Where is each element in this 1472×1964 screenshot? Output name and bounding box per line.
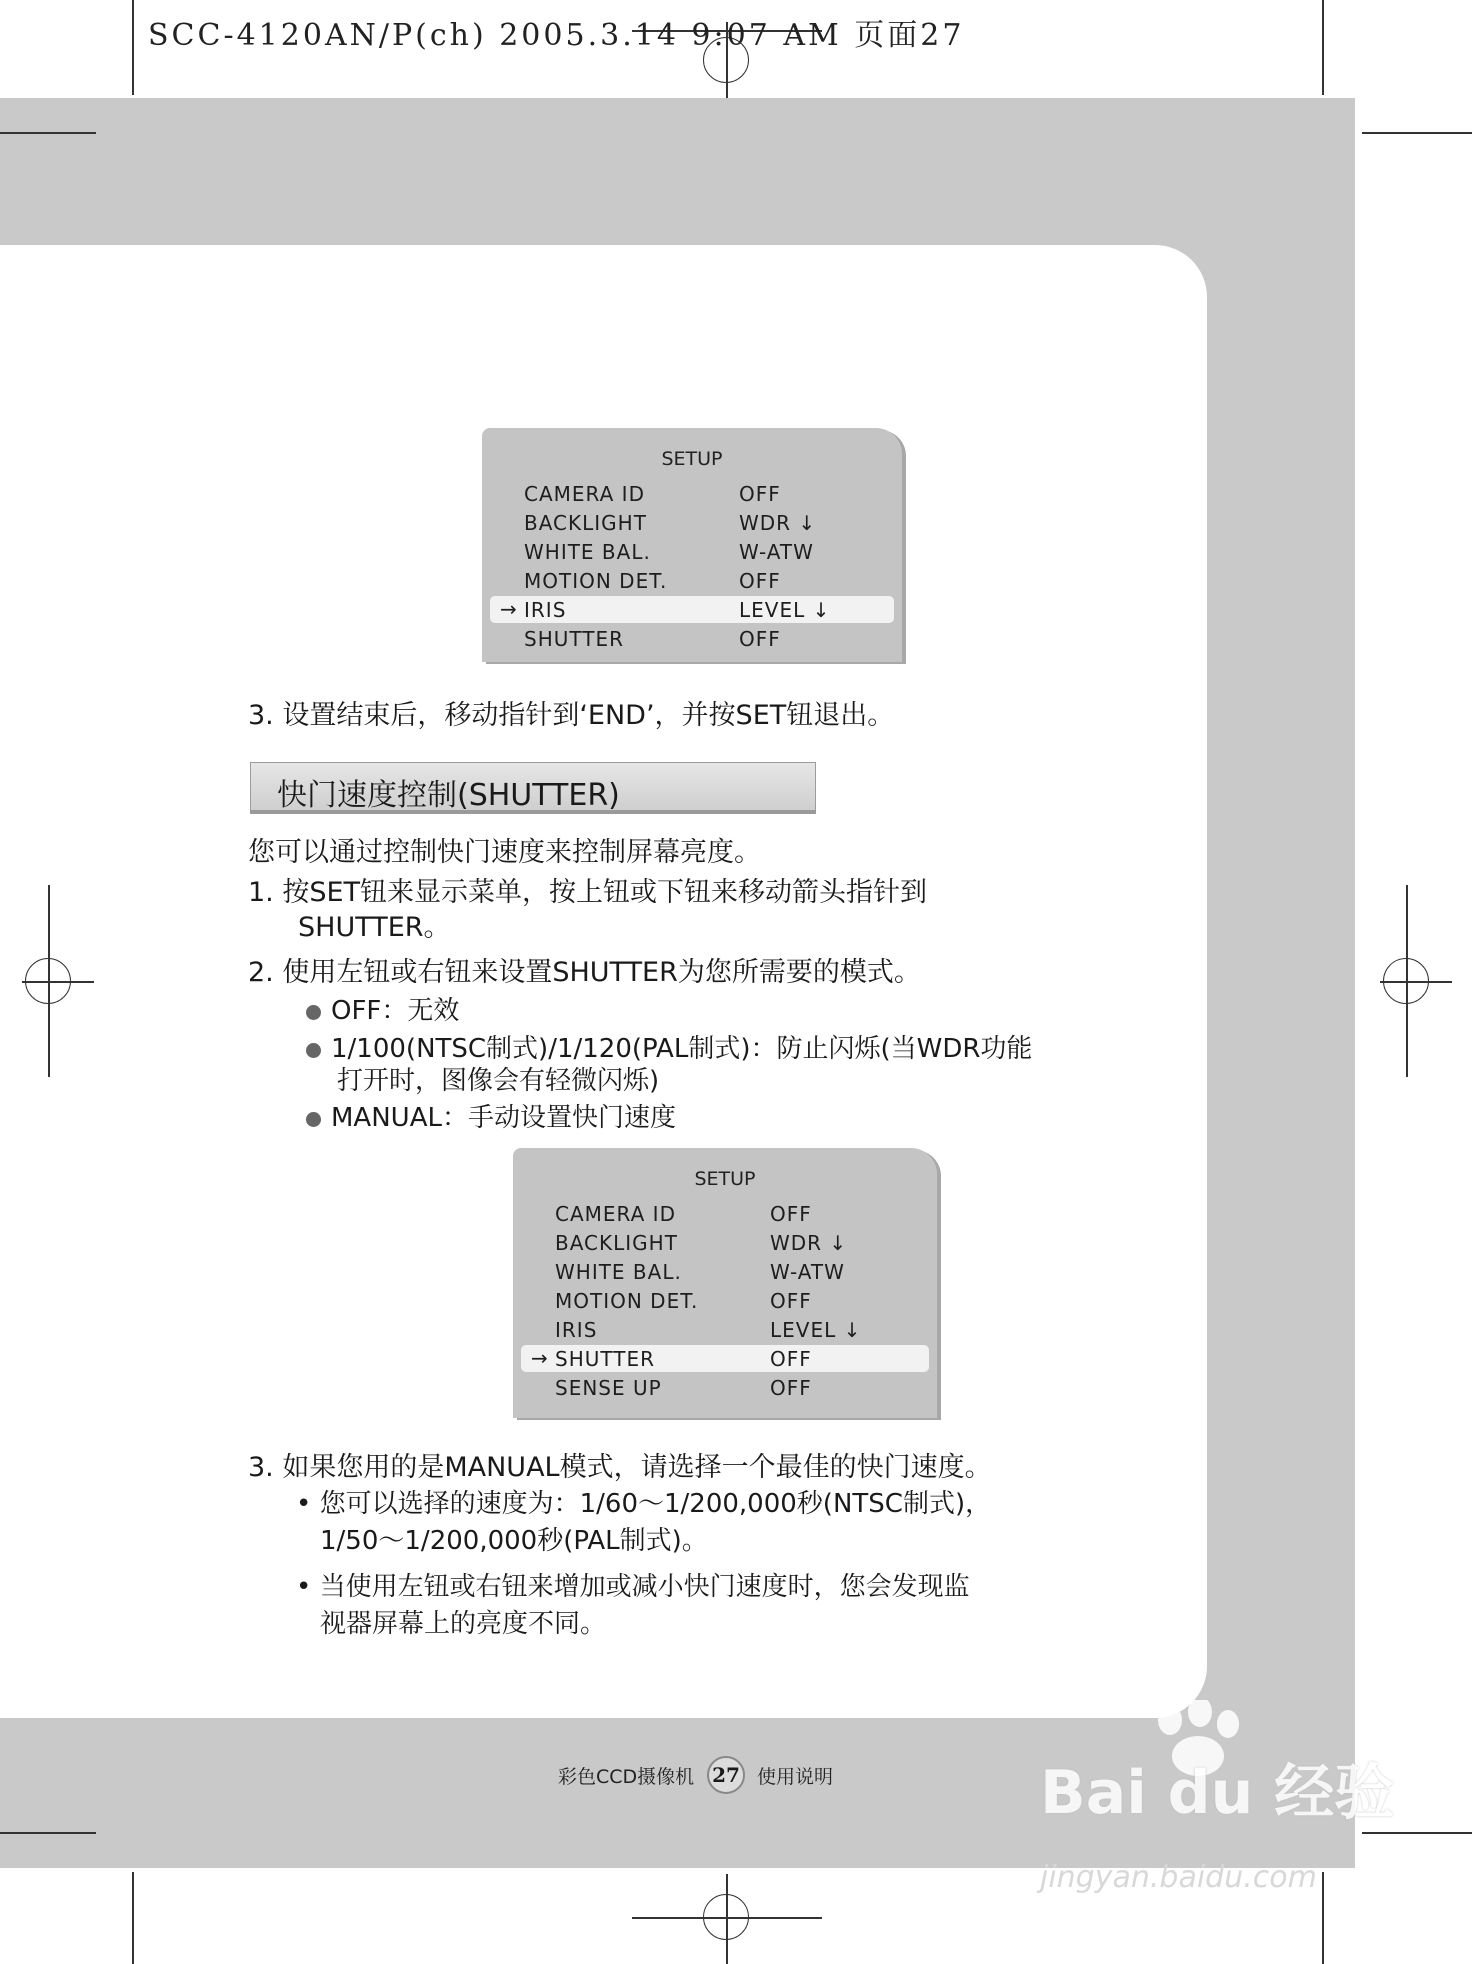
step-1-line-2: SHUTTER。 (298, 912, 451, 943)
crop-mark (1322, 1872, 1324, 1964)
crop-mark (1362, 132, 1472, 134)
osd-row-backlight (521, 1229, 929, 1256)
option-manual (306, 1097, 676, 1134)
bullet-icon (306, 1005, 321, 1020)
osd-label: SHUTTER (524, 627, 624, 651)
osd-title: SETUP (694, 1168, 756, 1190)
option-off (306, 990, 459, 1027)
osd-value: OFF (770, 1347, 812, 1371)
osd-value: OFF (739, 569, 781, 593)
osd-row-white-bal (521, 1258, 929, 1285)
osd-label: IRIS (555, 1318, 598, 1342)
watermark-brand: Bai du 经验 (1040, 1758, 1395, 1828)
footer-product: 彩色CCD摄像机 (558, 1766, 695, 1788)
osd-setup-menu-shutter (513, 1148, 937, 1418)
note-brightness-line-2: 视器屏幕上的亮度不同。 (320, 1609, 607, 1639)
option-off-text: OFF：无效 (331, 996, 460, 1026)
crop-mark (1362, 1832, 1472, 1834)
osd-row-sense-up (521, 1374, 929, 1401)
osd-row-camera-id (490, 480, 894, 507)
osd-label: CAMERA ID (555, 1202, 676, 1226)
osd-value: WDR ↓ (739, 511, 817, 535)
bullet-icon (306, 1043, 321, 1058)
pointer-arrow-icon: → (531, 1346, 549, 1370)
crop-mark (1322, 0, 1324, 95)
osd-value: OFF (739, 627, 781, 651)
section-heading (250, 762, 816, 814)
page-number: 27 (707, 1756, 745, 1794)
note-speed-line-2: 1/50～1/200,000秒(PAL制式)。 (320, 1526, 708, 1556)
osd-row-camera-id (521, 1200, 929, 1227)
registration-mark-icon (703, 1894, 749, 1940)
osd-value: W-ATW (770, 1260, 845, 1284)
osd-title: SETUP (661, 448, 723, 470)
option-manual-text: MANUAL：手动设置快门速度 (331, 1103, 676, 1133)
section-title: 快门速度控制(SHUTTER) (277, 778, 620, 813)
crop-mark (0, 1832, 96, 1834)
osd-label: BACKLIGHT (555, 1231, 678, 1255)
bullet-icon (306, 1112, 321, 1127)
step-3-exit: 3. 设置结束后，移动指针到‘END’，并按SET钮退出。 (248, 700, 895, 731)
osd-value: LEVEL ↓ (770, 1318, 862, 1342)
step-2: 2. 使用左钮或右钮来设置SHUTTER为您所需要的模式。 (248, 957, 921, 988)
osd-row-iris-selected (490, 596, 894, 623)
osd-setup-menu-iris (482, 428, 902, 662)
osd-label: WHITE BAL. (555, 1260, 682, 1284)
intro-text: 您可以通过控制快门速度来控制屏幕亮度。 (248, 837, 761, 868)
osd-row-shutter-selected (521, 1345, 929, 1372)
osd-label: CAMERA ID (524, 482, 645, 506)
crop-mark (0, 132, 96, 134)
pointer-arrow-icon: → (500, 597, 518, 621)
registration-mark-icon (1383, 958, 1429, 1004)
osd-label: MOTION DET. (524, 569, 668, 593)
osd-row-backlight (490, 509, 894, 536)
print-header: SCC-4120AN/P(ch) 2005.3.14 9:07 AM 页面27 (148, 18, 965, 53)
osd-row-iris (521, 1316, 929, 1343)
osd-label: BACKLIGHT (524, 511, 647, 535)
osd-value: OFF (770, 1289, 812, 1313)
registration-mark-icon (25, 958, 71, 1004)
osd-row-shutter (490, 625, 894, 652)
osd-row-motion-det (521, 1287, 929, 1314)
osd-value: WDR ↓ (770, 1231, 848, 1255)
osd-label: SHUTTER (555, 1347, 655, 1371)
step-3-manual: 3. 如果您用的是MANUAL模式，请选择一个最佳的快门速度。 (248, 1452, 992, 1483)
osd-row-white-bal (490, 538, 894, 565)
osd-label: IRIS (524, 598, 567, 622)
osd-value: OFF (739, 482, 781, 506)
crop-mark (132, 1872, 134, 1964)
step-1-line-1: 1. 按SET钮来显示菜单，按上钮或下钮来移动箭头指针到 (248, 877, 928, 908)
note-brightness-line-1: • 当使用左钮或右钮来增加或减小快门速度时，您会发现监 (296, 1572, 970, 1602)
option-flicker-text: 1/100(NTSC制式)/1/120(PAL制式)：防止闪烁(当WDR功能 (331, 1034, 1033, 1064)
crop-mark (132, 0, 134, 95)
osd-value: OFF (770, 1202, 812, 1226)
osd-label: SENSE UP (555, 1376, 662, 1400)
osd-row-motion-det (490, 567, 894, 594)
osd-label: WHITE BAL. (524, 540, 651, 564)
watermark-url: jingyan.baidu.com (1040, 1860, 1317, 1895)
option-flicker-line-2: 打开时，图像会有轻微闪烁) (337, 1066, 660, 1096)
footer-manual: 使用说明 (757, 1766, 834, 1788)
osd-value: W-ATW (739, 540, 814, 564)
osd-value: LEVEL ↓ (739, 598, 831, 622)
osd-label: MOTION DET. (555, 1289, 699, 1313)
osd-value: OFF (770, 1376, 812, 1400)
note-speed-line-1: • 您可以选择的速度为：1/60～1/200,000秒(NTSC制式)， (296, 1489, 992, 1519)
